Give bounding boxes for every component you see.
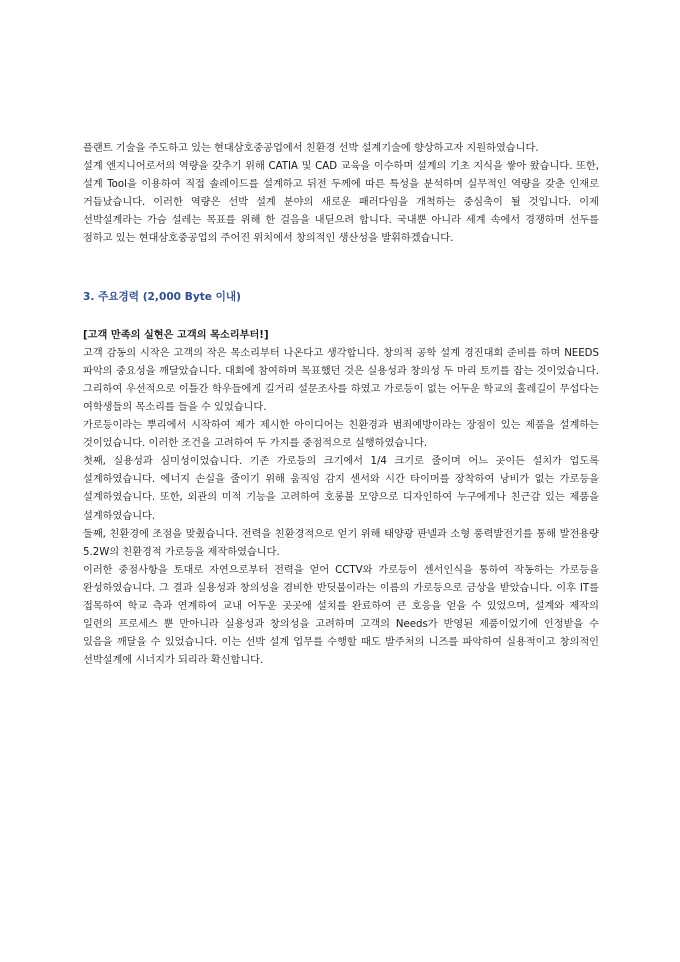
section-subheading: [고객 만족의 실현은 고객의 목소리부터!] bbox=[83, 329, 269, 341]
intro-paragraph-1: 플랜트 기술을 주도하고 있는 현대삼호중공업에서 친환경 선박 설계기술에 향상하고자 지원하였습니다. bbox=[83, 143, 539, 154]
section-paragraph-2: 가로등이라는 뿌리에서 시작하여 제가 제시한 아이디어는 친환경과 범죄예방이라는 장점이 있는 제품을 설계하는 것이었습니다. 이러한 조건을 고려하여 두 가지를 중점적으로 실행하였습니다. bbox=[83, 420, 599, 450]
section-paragraph-1: 고객 감동의 시작은 고객의 작은 목소리부터 나온다고 생각합니다. 창의적 공학 설계 경진대회 준비를 하며 NEEDS 파악의 중요성을 깨달았습니다. 대회에 참여하며 목표했던 것은 실용성과 창의성 두 마리 토끼를 잡는 것이었습니다. 그리하여 우선적으로 이틀간 학우들에게 길거리 설문조사를 하였고 가로등이 없는 어두운 학교의 홀레길이 무섭다는 여학생들의 목소리를 들을 수 있었습니다. bbox=[83, 347, 599, 413]
section-paragraph-4: 둘째, 친환경에 조점을 맞췄습니다. 전력을 친환경적으로 얻기 위해 태양광 판넬과 소형 풍력발전기를 통해 발전용량 5.2W의 친환경적 가로등을 제작하였습니다. bbox=[83, 528, 599, 558]
document-page bbox=[83, 140, 599, 670]
section-title: 3. 주요경력 (2,000 Byte 이내) bbox=[83, 290, 241, 303]
section-paragraph-5: 이러한 중점사항을 토대로 자연으로부터 전력을 얻어 CCTV와 가로등이 센서인식을 통하여 작동하는 가로등을 완성하였습니다. 그 결과 실용성과 창의성을 겸비한 반딧불이라는 이름의 가로등으로 금상을 받았습니다. 이후 IT를 접목하여 학교 측과 연계하여 교내 어두운 곳곳에 설치를 완료하여 큰 호응을 얻을 수 있었으며, 설계와 제작의 일련의 프로세스 뿐 만아니라 실용성과 창의성을 고려하며 고객의 Needs가 반영된 제품이었기에 인정받을 수 있음을 깨달을 수 있었습니다. 이는 선박 설계 업무를 수행할 때도 발주처의 니즈를 파악하여 실용적이고 창의적인 선박설계에 시너지가 되리라 확신합니다. bbox=[83, 564, 599, 667]
section-paragraph-3: 첫째, 실용성과 심미성이었습니다. 기존 가로등의 크기에서 1/4 크기로 줄이며 어느 곳이든 설치가 업도록 설계하였습니다. 에너지 손실을 줄이기 위해 움직임 감지 센서와 시간 타이머를 장착하여 낭비가 없는 가로등을 설계하였습니다. 또한, 외관의 미적 기능을 고려하여 호롱불 모양으로 디자인하여 누구에게나 친근감 있는 제품을 설계하였습니다. bbox=[83, 456, 599, 522]
intro-paragraph-2: 설계 엔지니어로서의 역량을 갖추기 위해 CATIA 및 CAD 교육을 이수하며 설계의 기초 지식을 쌓아 왔습니다. 또한, 설계 Tool을 이용하여 직접 솔레이드를 설계하고 뒤전 두께에 따른 특성을 분석하며 실무적인 역량을 갖춘 인재로 거듭났습니다. 이러한 역량은 선박 설계 분야의 새로운 패러다임을 개척하는 중심축이 될 것입니다. 이제 선박설계라는 가슴 설레는 목표를 위해 한 걸음을 내딛으려 합니다. 국내뿐 아니라 세계 속에서 경쟁하며 선두를 점하고 있는 현대삼호중공업의 주어진 위치에서 창의적인 생산성을 발휘하겠습니다. bbox=[83, 161, 599, 245]
